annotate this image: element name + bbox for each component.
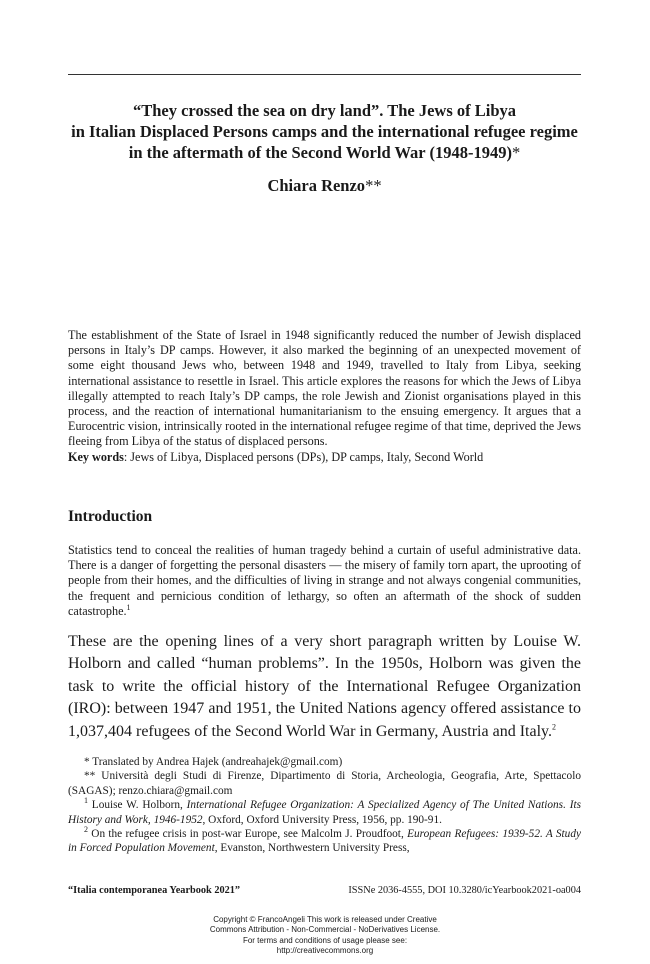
title-footnote-marker: * xyxy=(511,143,521,162)
title-line-3-text: in the aftermath of the Second World War (1948-1949) xyxy=(128,143,512,162)
footnotes xyxy=(68,755,581,856)
issn-doi: ISSNe 2036-4555, DOI 10.3280/icYearbook2021-oa004 xyxy=(348,885,581,896)
footnote-1-publisher: , Oxford, Oxford University Press, 1956, pp. 190-91. xyxy=(202,813,442,826)
license-link[interactable]: http://creativecommons.org xyxy=(276,945,374,955)
license-line-1: Copyright © FrancoAngeli This work is released under Creative xyxy=(213,915,437,924)
title-line-2: in Italian Displaced Persons camps and the international refugee regime xyxy=(71,122,578,141)
footnote-translator: * Translated by Andrea Hajek (andreahajek@gmail.com) xyxy=(84,756,343,768)
author-name: Chiara Renzo xyxy=(267,176,366,195)
abstract xyxy=(68,328,581,465)
footnote-affiliation: ** Università degli Studi di Firenze, Dipartimento di Storia, Archeologia, Geografia, Arte, Spettacolo (SAGAS); renzo.chiara@gmail.com xyxy=(68,770,581,797)
footnote-2-title: European Refugees: 1939-52. A Study in Forced Population Movement xyxy=(68,828,581,855)
footnote-2-number: 2 xyxy=(84,825,88,835)
footnote-1 xyxy=(68,798,581,827)
section-heading-introduction: Introduction xyxy=(68,508,153,525)
body-paragraph xyxy=(68,631,581,743)
epigraph-quote xyxy=(68,543,581,619)
footnote-1-number: 1 xyxy=(84,796,88,806)
keywords-label: Key words xyxy=(68,449,124,464)
article-title xyxy=(68,100,581,163)
footnote-ref-2[interactable]: 2 xyxy=(551,722,556,732)
epigraph-text: Statistics tend to conceal the realities of human tragedy behind a curtain of useful administrative data. There is a danger of forgetting the personal disasters — the misery of family torn apart, the uprooting of people from their homes, and the difficulties of living in strange and not always congenial communities, the frequent and pernicious condition of lethargy, so often an aftermath of the shock of sudden catastrophe. xyxy=(68,543,581,618)
author-footnote-marker: ** xyxy=(365,176,382,195)
title-line-1: “They crossed the sea on dry land”. The Jews of Libya xyxy=(132,101,517,120)
footnote-2-publisher: , Evanston, Northwestern University Press, xyxy=(214,842,410,855)
author-byline xyxy=(68,176,581,196)
journal-name: “Italia contemporanea Yearbook 2021” xyxy=(68,885,241,896)
footnote-2-lead: On the refugee crisis in post-war Europe, see Malcolm J. Proudfoot, xyxy=(88,828,408,841)
keywords-list: : Jews of Libya, Displaced persons (DPs), DP camps, Italy, Second World xyxy=(123,449,484,464)
title-line-3 xyxy=(68,142,581,163)
body-paragraph-text: These are the opening lines of a very short paragraph written by Louise W. Holborn and called “human problems”. In the 1950s, Holborn was given the task to write the official history of the International Refugee Organization (IRO): between 1947 and 1951, the United Nations agency offered assistance to 1,037,404 refugees of the Second World War in Germany, Austria and Italy. xyxy=(68,633,581,740)
footnote-1-author: Louise W. Holborn, xyxy=(88,799,187,812)
abstract-text: The establishment of the State of Israel in 1948 significantly reduced the number of Jewish displaced persons in Italy’s DP camps. However, it also marked the beginning of an unexpected movement of some eight thousand Jews who, between 1948 and 1949, travelled to Italy from Libya, seeking international assistance to resettle in Israel. This article explores the reasons for which the Jews of Libya illegally attempted to reach Italy’s DP camps, the role Jewish and Zionist organisations played in this process, and the reaction of international humanitarianism to the ensuing emergency. It argues that a Eurocentric vision, intrinsically rooted in the international refugee regime of that time, deprived the Jews fleeing from Libya of the status of displaced persons. xyxy=(68,328,581,449)
license-line-2: Commons Attribution - Non-Commercial - NoDerivatives License. xyxy=(209,925,441,935)
footnote-2 xyxy=(68,827,581,856)
keywords xyxy=(68,450,581,465)
license-notice xyxy=(0,915,650,956)
top-rule xyxy=(68,74,581,75)
footnote-1-title: International Refugee Organization: A Specialized Agency of The United Nations. Its History and Work, 1946-1952 xyxy=(68,799,581,826)
footnote-ref-1[interactable]: 1 xyxy=(126,602,131,612)
license-line-3: For terms and conditions of usage please see: xyxy=(242,935,408,945)
